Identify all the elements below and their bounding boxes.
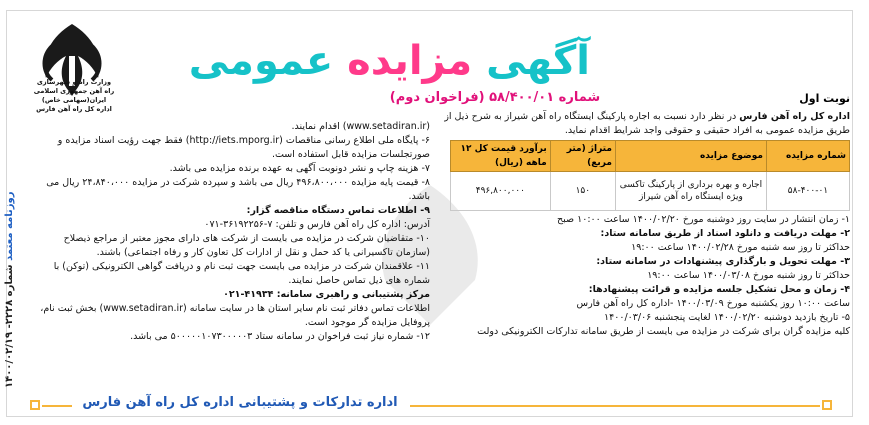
title-prefix: آگهی bbox=[486, 38, 590, 84]
logo-line-1: وزارت راه و شهرسازی bbox=[36, 78, 112, 86]
ad-title bbox=[188, 26, 590, 96]
clause-line: اطلاعات تماس دفاتر ثبت نام سایر استان ها در سایت سامانه (www.setadiran.ir) بخش ثبت نام، پروفایل مزایده گر موجود است. bbox=[40, 303, 430, 328]
intro-org: اداره کل راه آهن فارس bbox=[739, 111, 850, 122]
clause-line: مرکز پشتیبانی و راهبری سامانه: ۴۱۹۳۴-۰۲۱ bbox=[223, 289, 430, 300]
clause-line: ساعت ۱۰:۰۰ روز یکشنبه مورخ ۱۴۰۰/۰۳/۰۹ -اداره کل راه آهن فارس bbox=[576, 298, 850, 309]
clause-line: حداکثر تا روز شنبه مورخ ۱۴۰۰/۰۳/۰۸ ساعت ۱۹:۰۰ bbox=[647, 270, 850, 281]
tender-table bbox=[450, 140, 850, 211]
clause-line: ۱۱- علاقمندان شرکت در مزایده می بایست جهت ثبت نام و دریافت گواهی الکترونیکی (توکن) با شماره های ذیل تماس حاصل نمایند. bbox=[53, 261, 430, 286]
tender-table-header bbox=[451, 141, 850, 172]
clause-line: ۱۰- متقاضیان شرکت در مزایده می بایست از شرکت های دارای مجوز معتبر از مراجع ذیصلاح (سازمان تاکسیرانی یا کد حمل و نقل از ادارات کل تعاون کار و رفاه اجتماعی) باشند. bbox=[63, 233, 430, 258]
logo-caption bbox=[14, 78, 134, 114]
cell-estimate: ۴۹۶,۸۰۰,۰۰۰ bbox=[451, 172, 551, 211]
intro-text: در نظر دارد نسبت به اجاره پارکینگ ایستگاه راه آهن شیراز به شرح ذیل از طریق مزایده عمومی به افراد حقیقی و حقوقی واجد شرایط اقدام نماید. bbox=[444, 111, 850, 136]
tender-number: شماره ۵۸/۴۰۰/۰۱ (فراخوان دوم) bbox=[389, 90, 601, 105]
clause-line: (www.setadiran.ir) اقدام نمایند. bbox=[291, 121, 430, 132]
publication-round: نوبت اول bbox=[799, 92, 850, 105]
clause-line: ۳- مهلت تحویل و بارگذاری پیشنهادات در سامانه ستاد: bbox=[596, 256, 850, 267]
clause-line: ۷- هزینه چاپ و نشر دونوبت آگهی به عهده برنده مزایده می باشد. bbox=[169, 163, 430, 174]
clause-line: ۶- پایگاه ملی اطلاع رسانی مناقصات (http://iets.mporg.ir) فقط جهت رؤیت اسناد مزایده و صورتجلسات مزایده قابل استفاده است. bbox=[57, 135, 430, 160]
footer-square-icon bbox=[30, 400, 40, 410]
clause-line: ۱- زمان انتشار در سایت روز دوشنبه مورخ ۱۴۰۰/۰۲/۲۰ ساعت ۱۰:۰۰ صبح bbox=[557, 214, 850, 225]
left-column bbox=[30, 120, 430, 344]
newspaper-brand: روزنامه معتمد bbox=[4, 191, 15, 262]
right-clauses bbox=[440, 213, 850, 339]
cell-tender-number: ۵۸-۴۰۰-۰۱ bbox=[766, 172, 849, 211]
ad-footer bbox=[30, 395, 850, 417]
newspaper-issue: شماره ۲۲۲۸- ۱۴۰۰/۰۲/۱۹ bbox=[4, 261, 15, 389]
clause-line: حداکثر تا روز سه شنبه مورخ ۱۴۰۰/۰۲/۲۸ ساعت ۱۹:۰۰ bbox=[631, 242, 850, 253]
col-area: متراژ (متر مربع) bbox=[550, 141, 615, 172]
footer-rule bbox=[410, 405, 820, 407]
clause-line: ۹- اطلاعات تماس دستگاه مناقصه گزار: bbox=[246, 205, 430, 216]
clause-line: آدرس: اداره کل راه آهن فارس و تلفن: ۷-۳۶۱۹۲۲۵۶-۰۷۱ bbox=[204, 219, 430, 230]
clause-line: ۲- مهلت دریافت و دانلود اسناد از طریق سامانه ستاد: bbox=[600, 228, 850, 239]
cell-area: ۱۵۰ bbox=[550, 172, 615, 211]
logo-line-3: اداره کل راه آهن فارس bbox=[36, 105, 112, 113]
clause-line: ۴- زمان و محل تشکیل جلسه مزایده و قرائت پیشنهادها: bbox=[588, 284, 850, 295]
footer-rule bbox=[42, 405, 72, 407]
footer-square-icon bbox=[822, 400, 832, 410]
footer-org: اداره تدارکات و پشتیبانی اداره کل راه آهن فارس bbox=[82, 395, 398, 410]
col-estimate: برآورد قیمت کل ۱۲ ماهه (ریال) bbox=[451, 141, 551, 172]
table-row bbox=[451, 172, 850, 211]
clause-line: ۸- قیمت پایه مزایده ۴۹۶،۸۰۰،۰۰۰ ریال می باشد و سپرده شرکت در مزایده ۲۴،۸۴۰،۰۰۰ ریال می باشد. bbox=[46, 177, 430, 202]
title-suffix: عمومی bbox=[188, 38, 334, 84]
newspaper-side-caption bbox=[4, 180, 22, 400]
col-tender-number: شماره مزایده bbox=[766, 141, 849, 172]
right-column bbox=[440, 110, 850, 339]
logo-line-2: راه آهن جمهوری اسلامی ایران(سهامی خاص) bbox=[33, 87, 115, 104]
clause-line: ۵- تاریخ بازدید دوشنبه ۱۴۰۰/۰۲/۲۰ لغایت پنجشنبه ۱۴۰۰/۰۳/۰۶ bbox=[604, 312, 850, 323]
cell-tender-subject: اجاره و بهره برداری از پارکینگ تاکسی ویژه ایستگاه راه آهن شیراز bbox=[615, 172, 766, 211]
clause-line: کلیه مزایده گران برای شرکت در مزایده می بایست از طریق سامانه تدارکات الکترونیکی دولت bbox=[477, 326, 850, 337]
col-tender-subject: موضوع مزایده bbox=[615, 141, 766, 172]
title-accent: مزایده bbox=[347, 38, 473, 84]
clause-line: ۱۲- شماره نیاز ثبت فراخوان در سامانه ستاد ۵۰۰۰۰۰۱۰۷۳۰۰۰۰۰۳ می باشد. bbox=[130, 331, 430, 342]
left-clauses bbox=[30, 120, 430, 344]
intro-paragraph bbox=[440, 110, 850, 138]
